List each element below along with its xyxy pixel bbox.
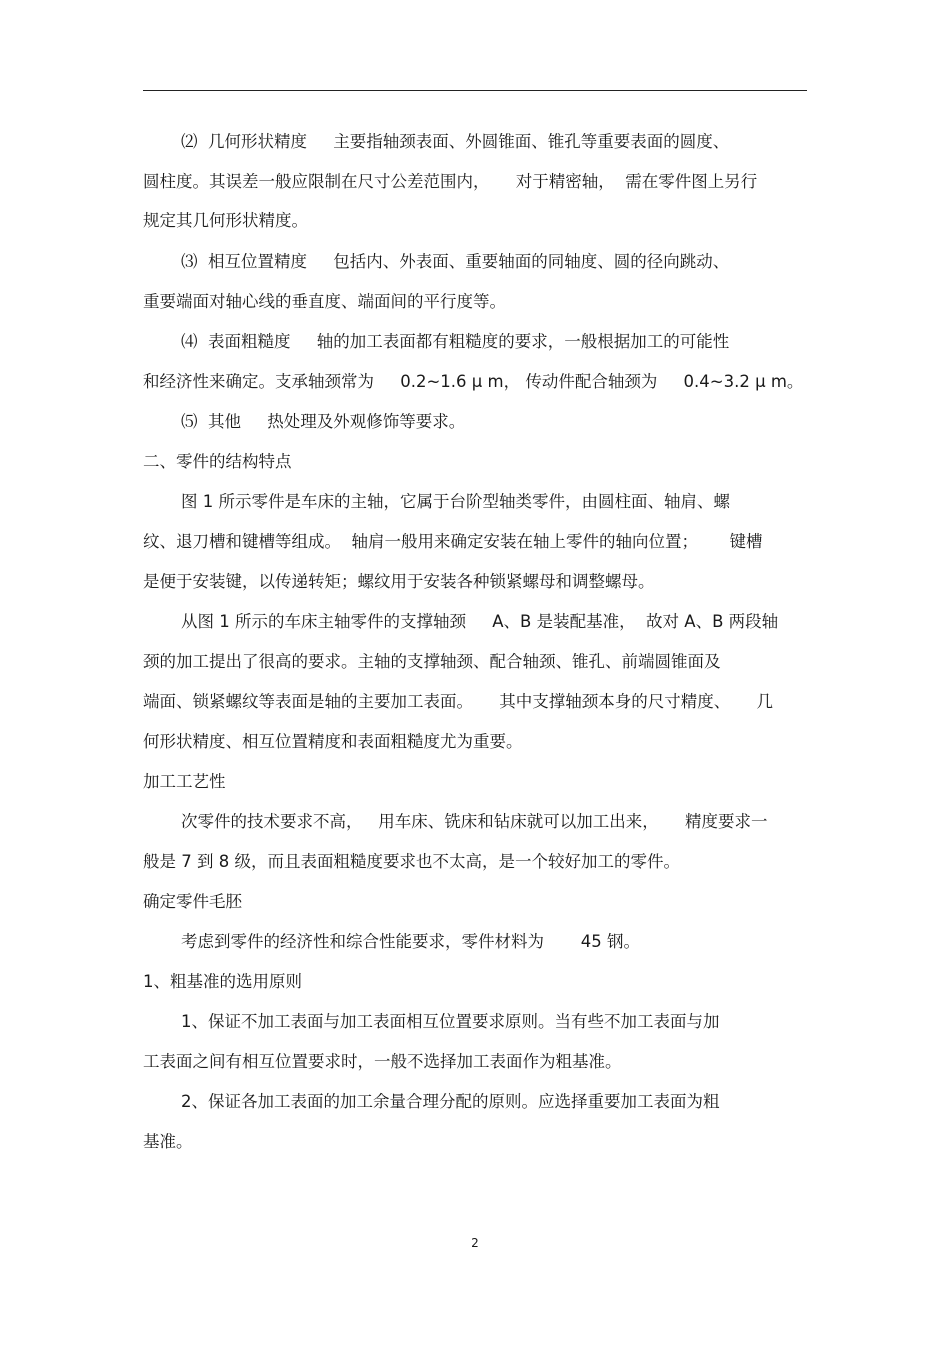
- text-line: 颈的加工提出了很高的要求。主轴的支撑轴颈、配合轴颈、锥孔、前端圆锥面及: [143, 652, 721, 671]
- text-line: 工表面之间有相互位置要求时，一般不选择加工表面作为粗基准。: [143, 1052, 622, 1071]
- section-heading: 确定零件毛胚: [143, 892, 242, 911]
- section-heading: 1、粗基准的选用原则: [143, 972, 302, 991]
- text-line: 端面、锁紧螺纹等表面是轴的主要加工表面。 其中支撑轴颈本身的尺寸精度、 几: [143, 692, 773, 711]
- text-line: 基准。: [143, 1132, 193, 1151]
- text-line: 2、保证各加工表面的加工余量合理分配的原则。应选择重要加工表面为粗: [181, 1092, 720, 1111]
- section-heading: 加工工艺性: [143, 772, 226, 791]
- text-line: ⑶ 相互位置精度 包括内、外表面、重要轴面的同轴度、圆的径向跳动、: [181, 252, 730, 271]
- header-rule: [143, 90, 807, 91]
- text-line: 和经济性来确定。支承轴颈常为 0.2~1.6 μ m， 传动件配合轴颈为 0.4~3.2 μ m。: [143, 372, 804, 391]
- text-line: 图 1 所示零件是车床的主轴，它属于台阶型轴类零件，由圆柱面、轴肩、螺: [181, 492, 730, 511]
- text-line: 圆柱度。其误差一般应限制在尺寸公差范围内， 对于精密轴， 需在零件图上另行: [143, 172, 758, 191]
- text-line: 考虑到零件的经济性和综合性能要求，零件材料为 45 钢。: [181, 932, 640, 951]
- text-line: 是便于安装键，以传递转矩；螺纹用于安装各种锁紧螺母和调整螺母。: [143, 572, 655, 591]
- text-line: 1、保证不加工表面与加工表面相互位置要求原则。当有些不加工表面与加: [181, 1012, 720, 1031]
- text-line: 重要端面对轴心线的垂直度、端面间的平行度等。: [143, 292, 506, 311]
- text-line: 何形状精度、相互位置精度和表面粗糙度尤为重要。: [143, 732, 523, 751]
- text-line: 规定其几何形状精度。: [143, 211, 308, 230]
- section-heading: 二、零件的结构特点: [143, 452, 292, 471]
- text-line: 纹、退刀槽和键槽等组成。 轴肩一般用来确定安装在轴上零件的轴向位置； 键槽: [143, 532, 763, 551]
- page-number: 2: [471, 1236, 479, 1250]
- text-line: ⑸ 其他 热处理及外观修饰等要求。: [181, 412, 466, 431]
- text-line: 般是 7 到 8 级，而且表面粗糙度要求也不太高，是一个较好加工的零件。: [143, 852, 680, 871]
- text-line: 次零件的技术要求不高， 用车床、铣床和钻床就可以加工出来， 精度要求一: [181, 812, 768, 831]
- text-line: ⑷ 表面粗糙度 轴的加工表面都有粗糙度的要求，一般根据加工的可能性: [181, 332, 730, 351]
- text-line: ⑵ 几何形状精度 主要指轴颈表面、外圆锥面、锥孔等重要表面的圆度、: [181, 132, 730, 151]
- text-line: 从图 1 所示的车床主轴零件的支撑轴颈 A、B 是装配基准， 故对 A、B 两段轴: [181, 612, 779, 631]
